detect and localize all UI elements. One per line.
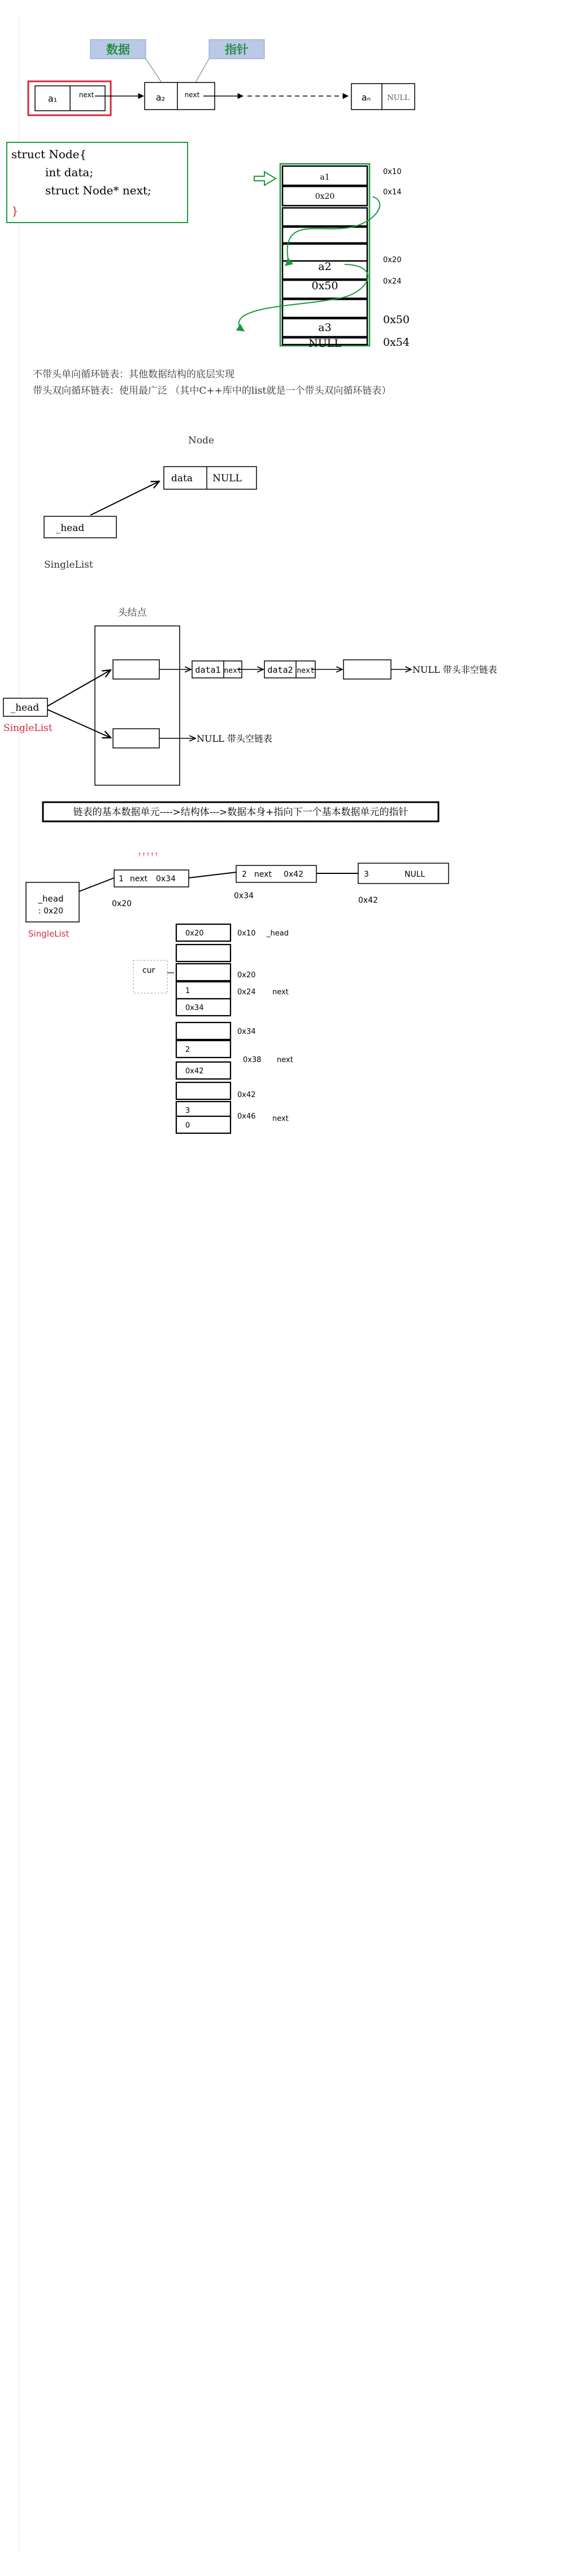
singlelist-label: SingleList (44, 559, 93, 571)
memory-cell-value: 0x50 (311, 280, 338, 292)
memory-cell-value: NULL (308, 337, 341, 350)
memory-cell-value: 0x20 (315, 192, 335, 201)
list-node-1 (114, 870, 189, 887)
node-a2-next: next (184, 91, 200, 99)
memory-address-label: 0x24 (383, 277, 402, 286)
figure-memory-layout-1 (239, 164, 410, 350)
list-node-1-value: 1 (119, 874, 124, 884)
node-data1-next: next (224, 667, 242, 675)
memory-tag-label: next (277, 1056, 293, 1064)
node-title: Node (188, 435, 215, 446)
node-data-field: data (171, 473, 193, 484)
node-data2-value: data2 (267, 665, 293, 675)
node-an-value: aₙ (361, 92, 371, 103)
memory-cells (282, 166, 410, 350)
memory-address-label: 0x10 (383, 168, 402, 176)
memory-address-label: 0x38 (243, 1056, 262, 1064)
memory-column (176, 924, 293, 1133)
null-empty-label: NULL 带头空链表 (197, 733, 272, 744)
memory-address-label: 0x42 (237, 1091, 256, 1099)
memory-start-arrow (254, 172, 276, 185)
memory-address-label: 0x20 (383, 256, 402, 264)
list-node-2 (236, 865, 316, 882)
memory-address-label: 0x54 (383, 336, 410, 349)
memory-cell (176, 1041, 231, 1058)
list-node-2-value: 2 (242, 870, 247, 879)
memory-cell (282, 227, 367, 243)
header-region-box (95, 626, 180, 785)
memory-address-label: 0x24 (237, 988, 256, 997)
memory-address-label: 0x50 (383, 314, 410, 326)
head-to-node-arrow (90, 481, 159, 515)
memory-tag-label: _head (267, 929, 289, 938)
singlelist-label: SingleList (28, 929, 69, 939)
code-struct-node (7, 142, 188, 223)
memory-cell-value: a3 (318, 321, 332, 334)
memory-address-label: 0x34 (237, 1028, 256, 1036)
label-pointer-text: 指针 (225, 42, 249, 56)
list-node-2-addr: 0x42 (358, 896, 379, 905)
label-data-text: 数据 (106, 42, 130, 56)
node-a2-value: a₂ (155, 92, 166, 103)
node1-to-node2-line (189, 872, 236, 878)
memory-cell (176, 1082, 231, 1099)
memory-address-label: 0x20 (237, 971, 256, 980)
head-label: _head (38, 894, 64, 904)
callout-line-data (146, 59, 162, 82)
list-node-1-ptr: 0x34 (156, 874, 176, 884)
memory-cell-value: a2 (318, 260, 332, 273)
head-value: : 0x20 (38, 907, 64, 916)
node-data1-value: data1 (195, 665, 221, 675)
list-node-3-value: 3 (364, 870, 369, 879)
head-label: _head (55, 523, 85, 534)
list-node-2-ptr: 0x42 (284, 870, 304, 879)
memory-cell (176, 1116, 231, 1133)
singlelist-label: SingleList (3, 723, 53, 734)
null-nonempty-label: NULL 带头非空链表 (412, 664, 497, 675)
memory-cell (282, 244, 367, 261)
memory-address-label: 0x10 (237, 929, 256, 938)
head-label: _head (10, 702, 40, 713)
list-node-1-addr: 0x34 (234, 891, 254, 900)
cur-label: cur (142, 966, 155, 975)
node-data2-next: next (297, 667, 315, 675)
callout-line-pointer (195, 59, 209, 82)
note-line-1: 不带头单向循环链表：其他数据结构的底层实现 (33, 369, 234, 380)
memory-cell (176, 982, 231, 999)
head-to-nonempty-arrow (47, 670, 111, 706)
head-addr: 0x20 (112, 899, 132, 908)
memory-tag-label: next (272, 1115, 289, 1123)
figure-linked-list-overview (28, 40, 415, 115)
code-line-3: struct Node* next; (45, 184, 151, 197)
memory-cell-value: 0 (185, 1121, 190, 1130)
memory-cell (282, 299, 367, 317)
summary-text: 链表的基本数据单元---->结构体--->数据本身+指向下一个基本数据单元的指针 (73, 807, 408, 818)
memory-cell-value: 0x20 (185, 929, 204, 938)
memory-cell-value: 3 (185, 1107, 190, 1115)
memory-cell (282, 208, 367, 226)
figure-single-node (44, 435, 256, 571)
list-node-1-next: next (130, 874, 148, 884)
header-node-empty (113, 729, 159, 748)
memory-address-label: 0x14 (383, 188, 402, 197)
node-null-field: NULL (212, 473, 242, 484)
memory-cell (176, 964, 231, 981)
node-an-null: NULL (387, 94, 410, 102)
memory-cell (176, 945, 231, 961)
memory-cell-value: 1 (185, 987, 190, 995)
code-line-2: int data; (45, 166, 94, 179)
header-node-nonempty (113, 660, 159, 679)
head-to-empty-arrow (47, 710, 111, 738)
figure-list-traversal (26, 852, 449, 1133)
head-to-node1-line (79, 878, 114, 891)
node-a1-next: next (79, 91, 94, 99)
list-node-3 (358, 863, 449, 884)
memory-cell-value: a1 (320, 173, 330, 182)
summary-box (43, 802, 438, 821)
list-node-3-null: NULL (405, 870, 425, 879)
memory-cell-value: 0x34 (185, 1004, 204, 1012)
figure-headed-lists (3, 607, 497, 785)
node-a1-value: a₁ (47, 93, 58, 104)
memory-cell (176, 1022, 231, 1039)
red-annotation-mark: ↑↑↑↑↑ (137, 852, 159, 858)
cur-pointer-box (133, 960, 167, 993)
memory-address-label: 0x46 (237, 1112, 256, 1121)
header-node-label: 头结点 (118, 607, 147, 619)
memory-cell-value: 0x42 (185, 1067, 204, 1076)
node-3 (343, 660, 391, 679)
code-line-4: } (11, 204, 19, 217)
memory-tag-label: next (272, 988, 289, 997)
note-line-2: 带头双向循环链表：使用最广泛 （其中C++库中的list就是一个带头双向循环链表） (33, 385, 392, 397)
list-node-2-next: next (254, 870, 272, 879)
code-line-1: struct Node{ (11, 147, 87, 161)
memory-cell-value: 2 (185, 1046, 190, 1054)
